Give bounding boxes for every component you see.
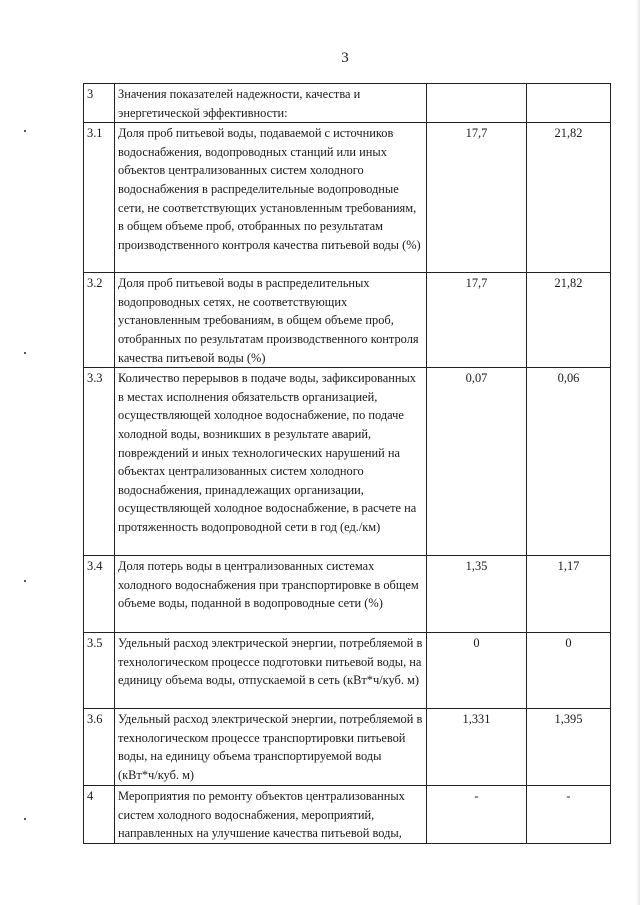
value-cell-1: 17,7: [427, 273, 527, 368]
row-number: 3.1: [84, 123, 115, 273]
table-row: [84, 123, 611, 273]
row-number: 3.6: [84, 709, 115, 786]
row-number: 3.4: [84, 556, 115, 633]
table-row: [84, 84, 611, 123]
row-description: Доля проб питьевой воды, подаваемой с источников водоснабжения, водопроводных станций или иных объектов централизованных систем холодного водоснабжения в распределительные водопроводные сети, не соответствующих установленным требованиям, в общем объеме проб, отобранных по результатам производственного контроля качества питьевой воды (%): [115, 123, 427, 273]
page-number: 3: [341, 50, 349, 66]
value-cell-2: 0,06: [527, 368, 611, 556]
scan-speck: [24, 352, 26, 354]
value-cell-1: 0: [427, 633, 527, 709]
row-description: Значения показателей надежности, качества и энергетической эффективности:: [115, 84, 427, 123]
row-number: 3.2: [84, 273, 115, 368]
value-cell-2: -: [527, 786, 611, 844]
value-cell-1: [427, 84, 527, 123]
value-cell-2: 21,82: [527, 273, 611, 368]
row-number: 3: [84, 84, 115, 123]
scan-speck: [24, 580, 26, 582]
row-description: Удельный расход электрической энергии, потребляемой в технологическом процессе подготовки питьевой воды, на единицу объема воды, отпускаемой в сеть (кВт*ч/куб. м): [115, 633, 427, 709]
row-number: 3.3: [84, 368, 115, 556]
scan-speck: [24, 818, 26, 820]
row-description: Мероприятия по ремонту объектов централизованных систем холодного водоснабжения, мероприятий, направленных на улучшение качества питьевой воды,: [115, 786, 427, 844]
table-row: [84, 786, 611, 844]
value-cell-2: 1,17: [527, 556, 611, 633]
scan-edge-shadow: [636, 0, 640, 905]
row-description: Удельный расход электрической энергии, потребляемой в технологическом процессе транспортировки питьевой воды, на единицу объема транспортируемой воды (кВт*ч/куб. м): [115, 709, 427, 786]
indicators-table: [83, 83, 611, 844]
value-cell-1: 17,7: [427, 123, 527, 273]
value-cell-2: 21,82: [527, 123, 611, 273]
row-description: Доля проб питьевой воды в распределительных водопроводных сетях, не соответствующих установленным требованиям, в общем объеме проб, отобранных по результатам производственного контроля качества питьевой воды (%): [115, 273, 427, 368]
table-row: [84, 556, 611, 633]
value-cell-2: [527, 84, 611, 123]
scan-speck: [24, 130, 26, 132]
value-cell-2: 1,395: [527, 709, 611, 786]
value-cell-2: 0: [527, 633, 611, 709]
row-number: 3.5: [84, 633, 115, 709]
row-description: Доля потерь воды в централизованных системах холодного водоснабжения при транспортировке в общем объеме воды, поданной в водопроводные сети (%): [115, 556, 427, 633]
row-description: Количество перерывов в подаче воды, зафиксированных в местах исполнения обязательств организацией, осуществляющей холодное водоснабжение, по подаче холодной воды, возникших в результате аварий, повреждений и иных технологических нарушений на объектах централизованных систем холодного водоснабжения, принадлежащих организации, осуществляющей холодное водоснабжение, в расчете на протяженность водопроводной сети в год (ед./км): [115, 368, 427, 556]
value-cell-1: 0,07: [427, 368, 527, 556]
table-row: [84, 368, 611, 556]
table-row: [84, 709, 611, 786]
value-cell-1: 1,35: [427, 556, 527, 633]
table-row: [84, 273, 611, 368]
value-cell-1: 1,331: [427, 709, 527, 786]
value-cell-1: -: [427, 786, 527, 844]
table-row: [84, 633, 611, 709]
row-number: 4: [84, 786, 115, 844]
